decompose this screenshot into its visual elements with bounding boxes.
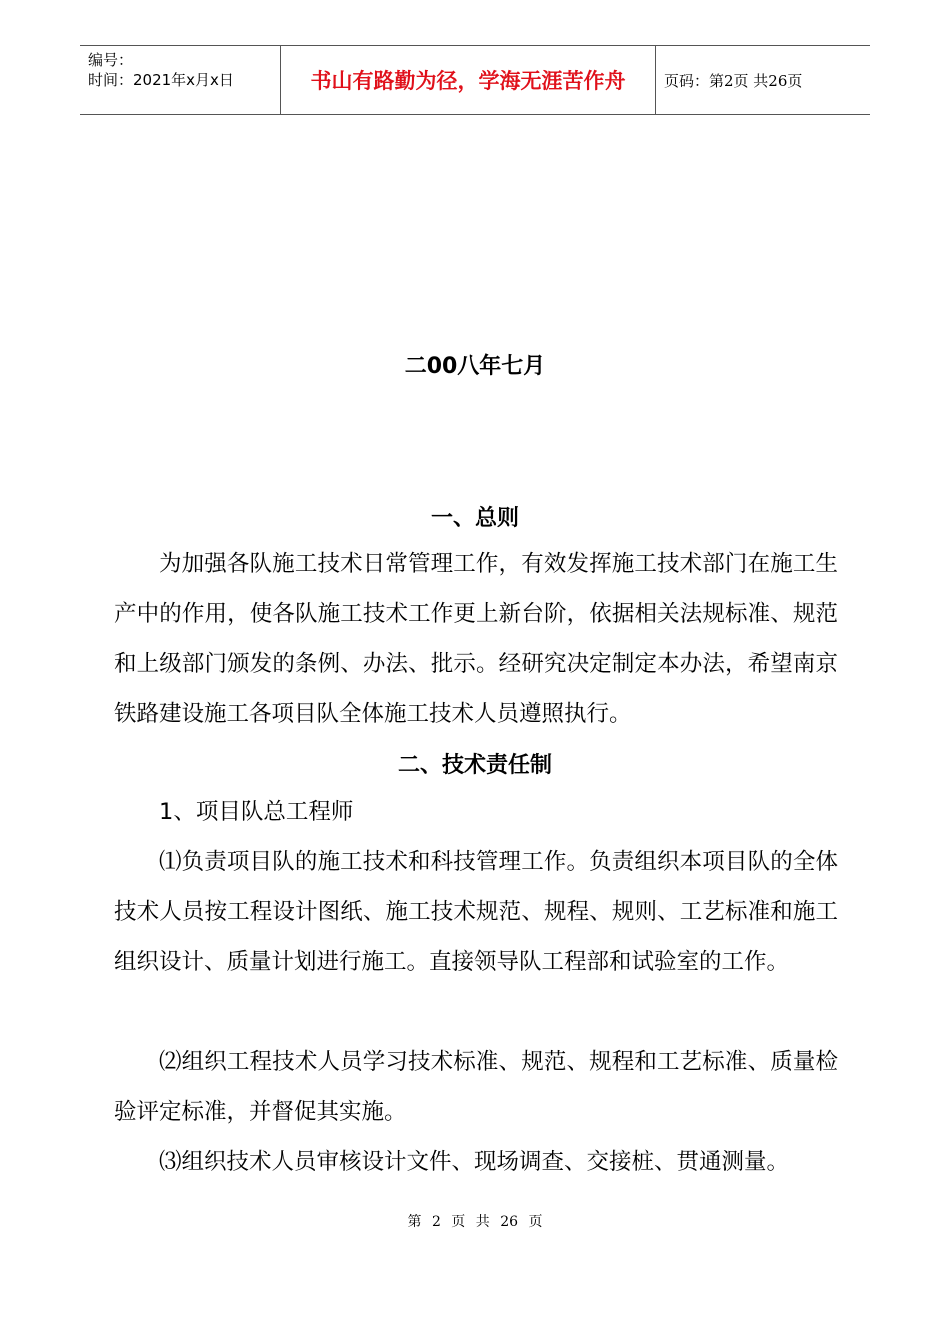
duty-paragraph-2: ⑵组织工程技术人员学习技术标准、规范、规程和工艺标准、质量检验评定标准，并督促其实施。 xyxy=(114,1049,838,1125)
section-title-responsibility: 二、技术责任制 xyxy=(397,753,552,778)
header-meta xyxy=(80,46,281,114)
time-label: 时间：2021年x月x日 xyxy=(88,71,234,89)
date-line: 二00八年七月 xyxy=(404,354,546,379)
number-label: 编号： xyxy=(88,51,134,69)
duty-paragraph-1: ⑴负责项目队的施工技术和科技管理工作。负责组织本项目队的全体技术人员按工程设计图纸、施工技术规范、规程、规则、工艺标准和施工组织设计、质量计划进行施工。直接领导队工程部和试验室的工作。 xyxy=(114,849,838,975)
item-chief-engineer: 1、项目队总工程师 xyxy=(159,799,354,825)
page-header xyxy=(80,45,870,115)
header-page-label: 页码：第2页 共26页 xyxy=(664,71,803,90)
general-paragraph: 为加强各队施工技术日常管理工作，有效发挥施工技术部门在施工生产中的作用，使各队施工技术工作更上新台阶，依据相关法规标准、规范和上级部门颁发的条例、办法、批示。经研究决定制定本办法，希望南京铁路建设施工各项目队全体施工技术人员遵照执行。 xyxy=(114,551,838,727)
duty-paragraph-3: ⑶组织技术人员审核设计文件、现场调查、交接桩、贯通测量。 xyxy=(159,1149,790,1175)
page-footer: 第 2 页 共 26 页 xyxy=(407,1214,543,1230)
header-motto: 书山有路勤为径，学海无涯苦作舟 xyxy=(281,46,656,114)
section-title-general: 一、总则 xyxy=(430,506,519,531)
